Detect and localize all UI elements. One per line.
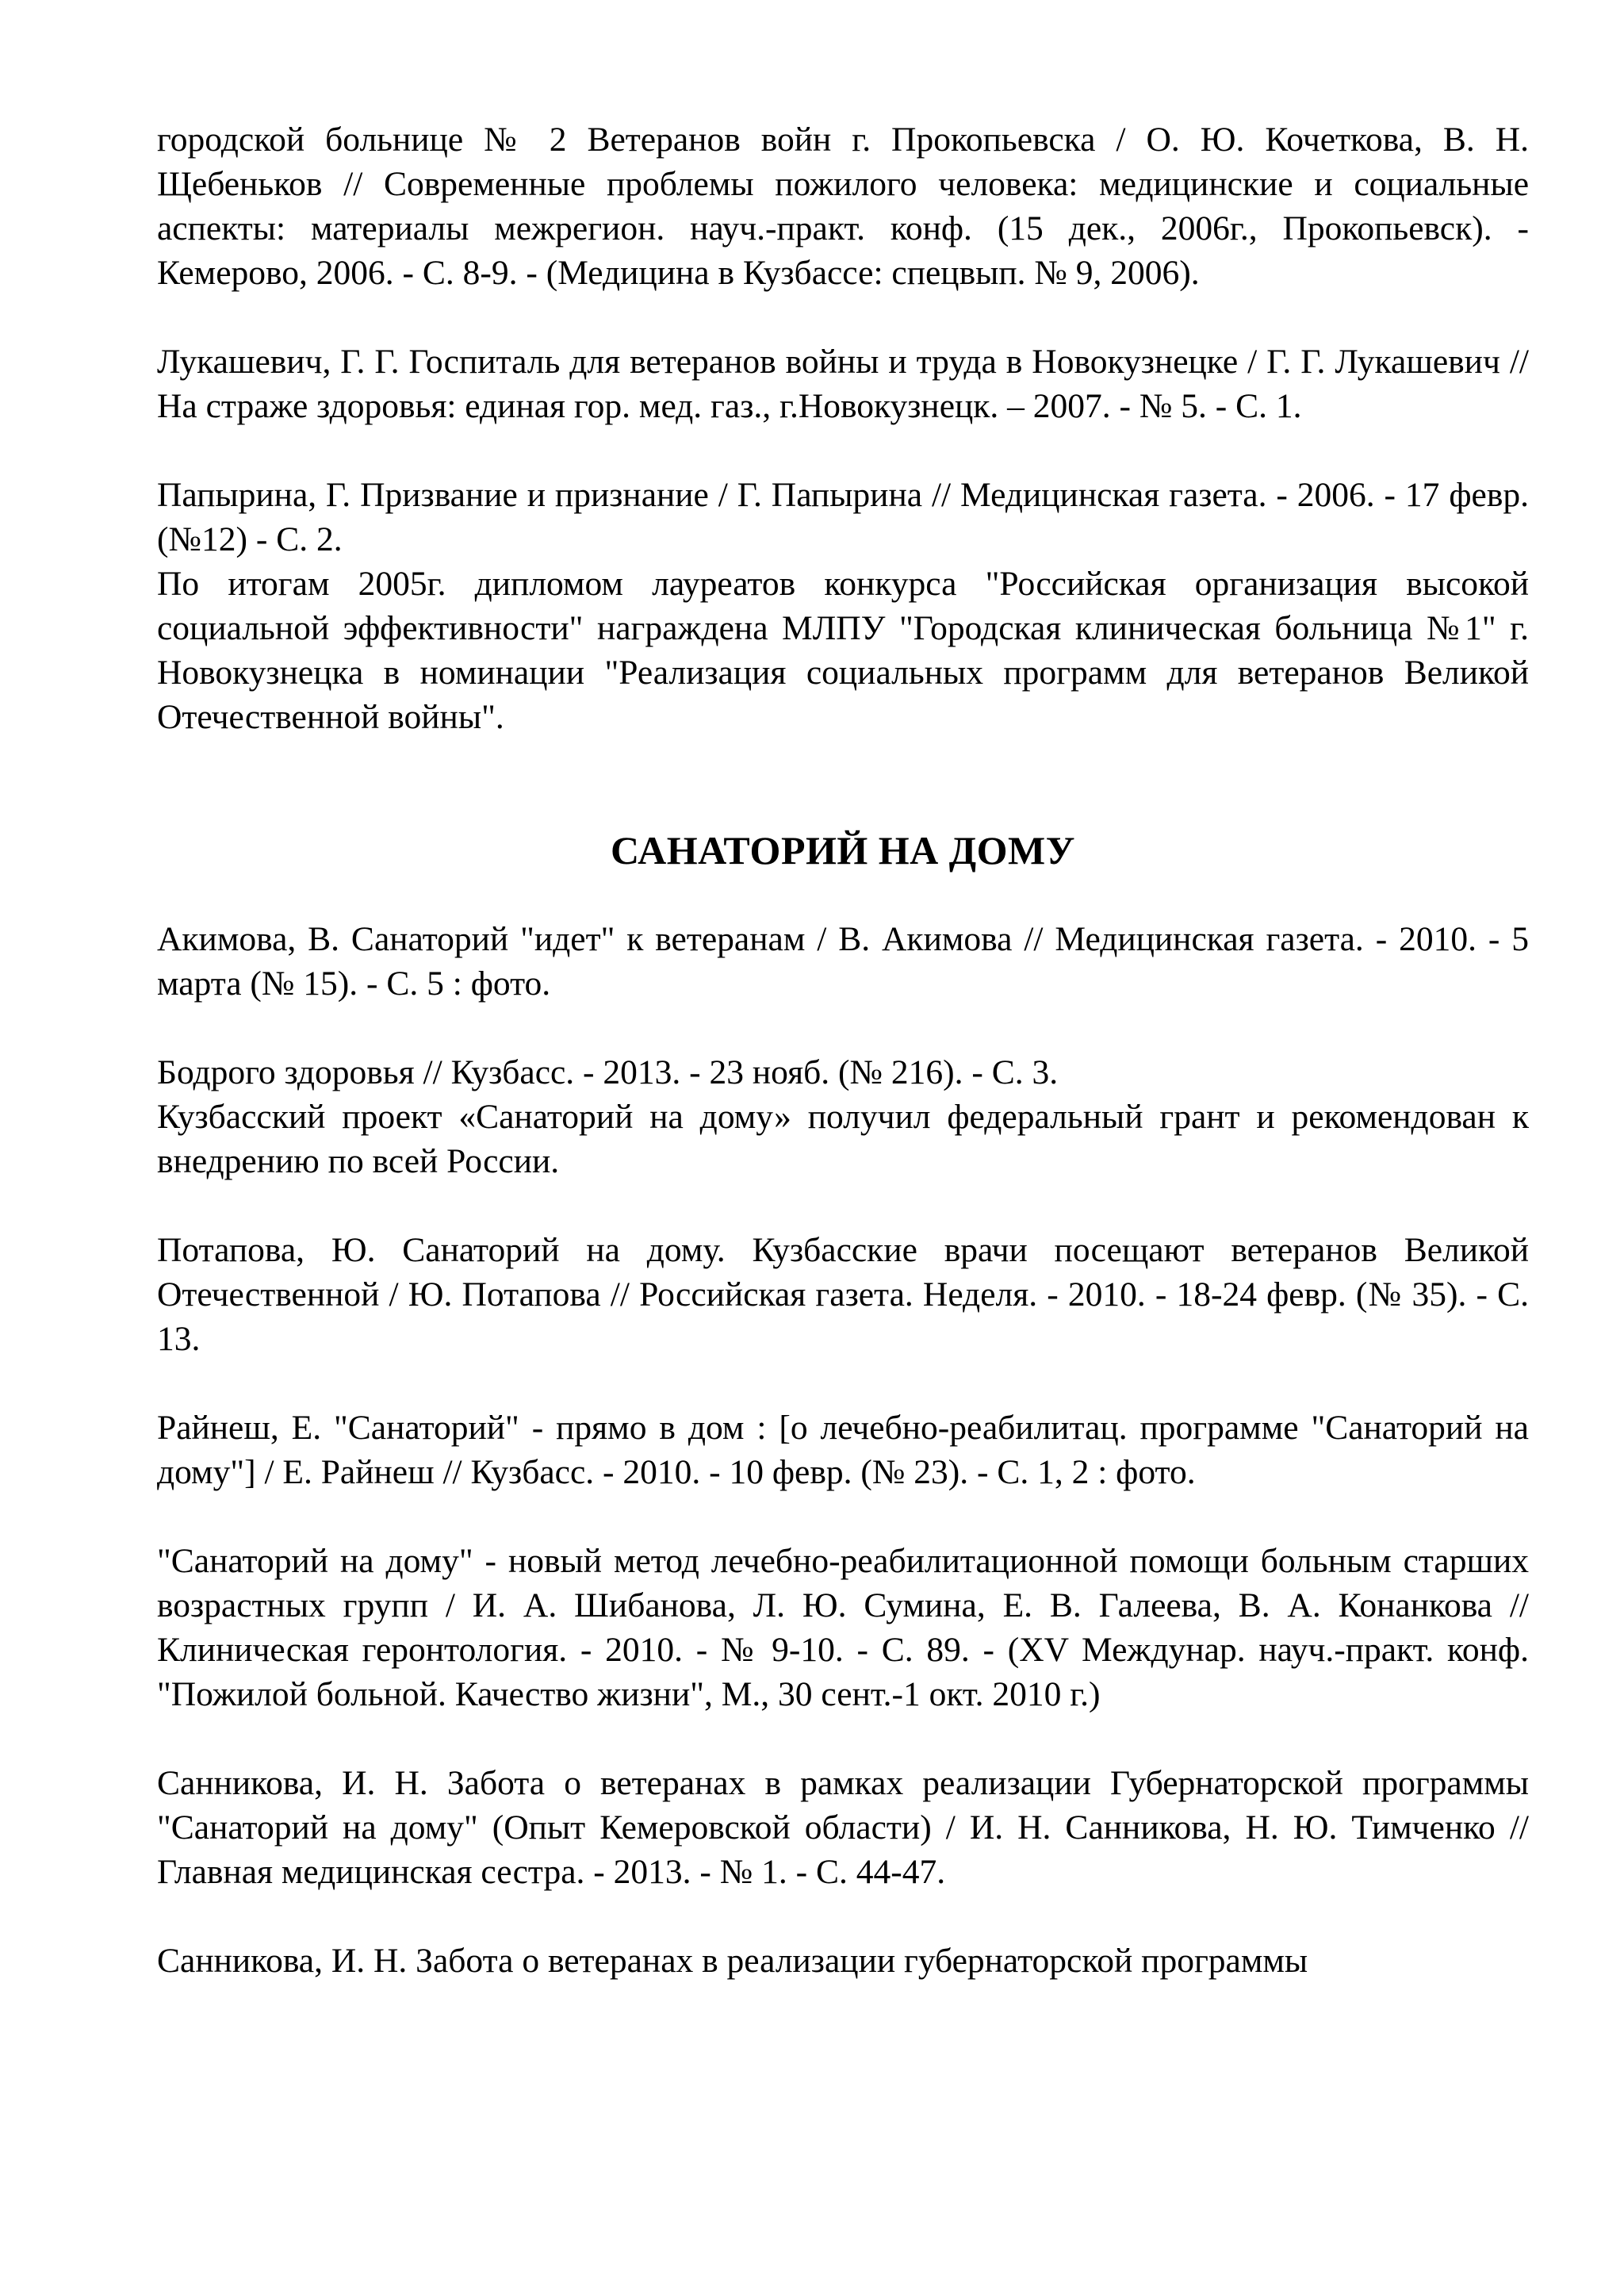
bibliography-entry-hospital-prokopyevsk: городской больнице № 2 Ветеранов войн г. Прокопьевска / О. Ю. Кочеткова, В. Н. Щебеньков // Современные проблемы пожилого человека: медицинские и социальные аспекты: материалы межрегион. науч.-практ. конф. (15 дек., 2006г., Прокопьевск). - Кемерово, 2006. - С. 8-9. - (Медицина в Кузбассе: спецвып. № 9, 2006). xyxy=(157,121,1529,292)
paragraph-spacer xyxy=(157,784,1529,828)
paragraph-spacer xyxy=(157,1006,1529,1050)
paragraph-spacer xyxy=(157,1716,1529,1761)
paragraph-spacer xyxy=(157,1494,1529,1539)
bibliography-entry-papyrina: Папырина, Г. Призвание и признание / Г. Папырина // Медицинская газета. - 2006. - 17 февр. (№12) - С. 2. xyxy=(157,476,1529,558)
paragraph-spacer xyxy=(157,739,1529,784)
bibliography-entry-bodrogo-zdorovya: Бодрого здоровья // Кузбасс. - 2013. - 23 нояб. (№ 216). - С. 3. xyxy=(157,1053,1059,1091)
annotation-papyrina: По итогам 2005г. дипломом лауреатов конкурса "Российская организация высокой социальной эффективности" награждена МЛПУ "Городская клиническая больница №1" г. Новокузнецка в номинации "Реализация социальных программ для ветеранов Великой Отечественной войны". xyxy=(157,565,1529,736)
paragraph-spacer xyxy=(157,1894,1529,1939)
bibliography-entry-lukashevich: Лукашевич, Г. Г. Госпиталь для ветеранов войны и труда в Новокузнецке / Г. Г. Лукашевич // На страже здоровья: единая гор. мед. газ., г.Новокузнецк. – 2007. - № 5. - С. 1. xyxy=(157,343,1529,425)
paragraph-spacer xyxy=(157,295,1529,339)
bibliography-entry-sannikova-2013: Санникова, И. Н. Забота о ветеранах в рамках реализации Губернаторской программы "Санаторий на дому" (Опыт Кемеровской области) / И. Н. Санникова, Н. Ю. Тимченко // Главная медицинская сестра. - 2013. - № 1. - С. 44-47. xyxy=(157,1764,1529,1891)
bibliography-entry-rainesh: Райнеш, Е. "Санаторий" - прямо в дом : [о лечебно-реабилитац. программе "Санаторий на дому"] / Е. Райнеш // Кузбасс. - 2010. - 10 февр. (№ 23). - С. 1, 2 : фото. xyxy=(157,1409,1529,1491)
paragraph-spacer xyxy=(157,873,1529,917)
bibliography-entry-sannikova-partial: Санникова, И. Н. Забота о ветеранах в реализации губернаторской программы xyxy=(157,1942,1308,1980)
bibliography-entry-shibanova: "Санаторий на дому" - новый метод лечебно-реабилитационной помощи больным старших возрастных групп / И. А. Шибанова, Л. Ю. Сумина, Е. В. Галеева, В. А. Конанкова // Клиническая геронтология. - 2010. - № 9-10. - С. 89. - (XV Междунар. науч.-практ. конф. "Пожилой больной. Качество жизни", М., 30 сент.-1 окт. 2010 г.) xyxy=(157,1542,1529,1713)
section-heading: САНАТОРИЙ НА ДОМУ xyxy=(611,828,1075,873)
paragraph-spacer xyxy=(157,1183,1529,1228)
document-page xyxy=(157,117,1529,1983)
paragraph-spacer xyxy=(157,428,1529,473)
bibliography-entry-potapova: Потапова, Ю. Санаторий на дому. Кузбасские врачи посещают ветеранов Великой Отечественной / Ю. Потапова // Российская газета. Неделя. - 2010. - 18-24 февр. (№ 35). - С. 13. xyxy=(157,1231,1529,1358)
paragraph-spacer xyxy=(157,1361,1529,1406)
annotation-bodrogo-zdorovya: Кузбасский проект «Санаторий на дому» получил федеральный грант и рекомендован к внедрению по всей России. xyxy=(157,1098,1529,1180)
bibliography-entry-akimova: Акимова, В. Санаторий "идет" к ветеранам / В. Акимова // Медицинская газета. - 2010. - 5 марта (№ 15). - С. 5 : фото. xyxy=(157,920,1529,1003)
